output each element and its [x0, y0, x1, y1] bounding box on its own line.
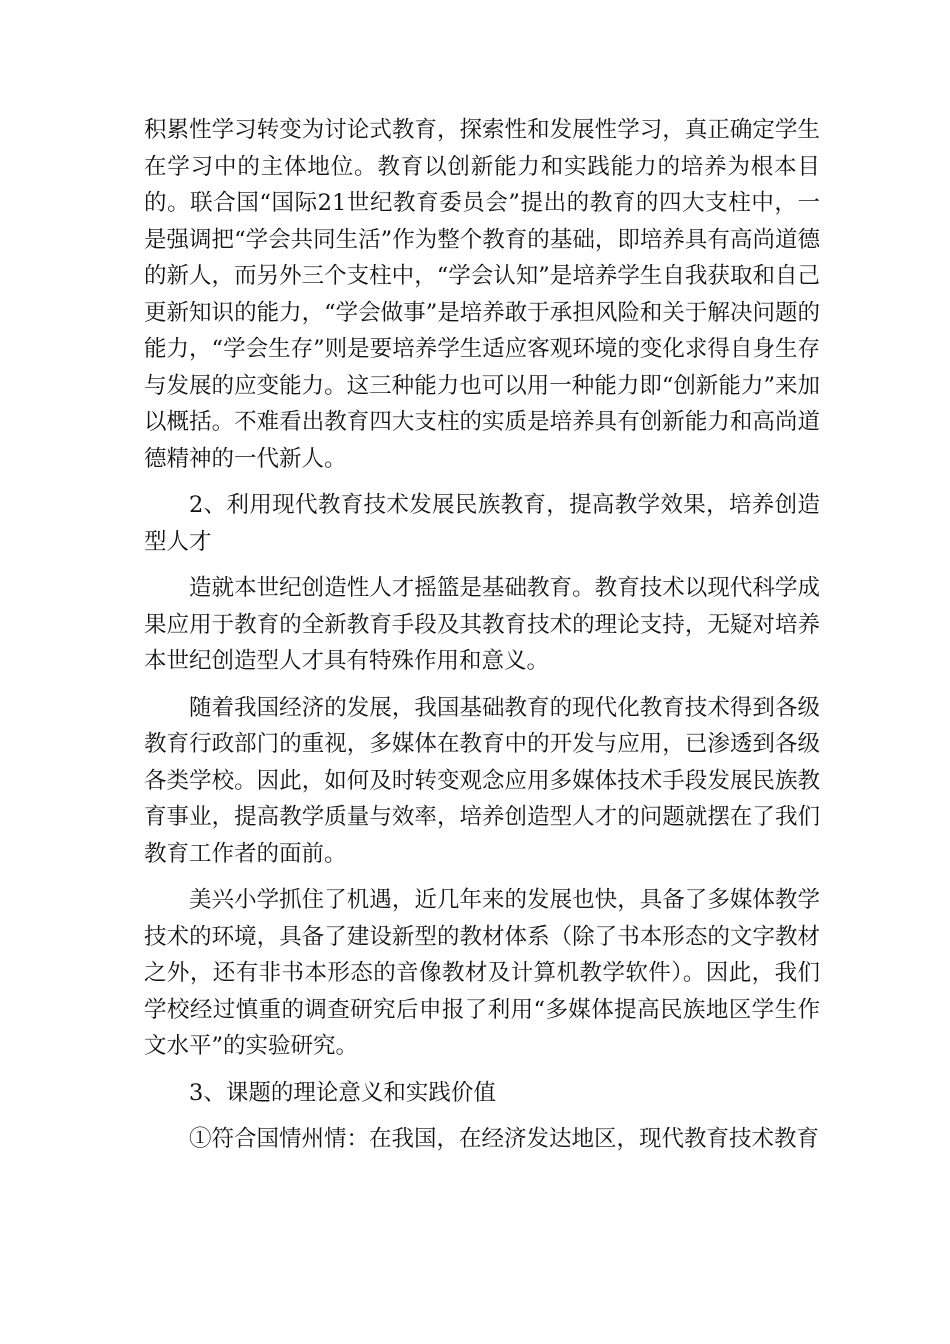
section-heading-2: 2、利用现代教育技术发展民族教育，提高教学效果，培养创造型人才 — [144, 492, 820, 555]
paragraph-economic-development: 随着我国经济的发展，我国基础教育的现代化教育技术得到各级教育行政部门的重视，多媒体在教育中的开发与应用，已渗透到各级各类学校。因此，如何及时转变观念应用多媒体技术手段发展民族教育事业，提高教学质量与效率，培养创造型人才的问题就摆在了我们教育工作者的面前。 — [144, 694, 820, 867]
paragraph-continuation: 积累性学习转变为讨论式教育，探索性和发展性学习，真正确定学生在学习中的主体地位。教育以创新能力和实践能力的培养为根本目的。联合国“国际21世纪教育委员会”提出的教育的四大支柱中，一是强调把“学会共同生活”作为整个教育的基础，即培养具有高尚道德的新人，而另外三个支柱中，“学会认知”是培养学生自我获取和自己更新知识的能力，“学会做事”是培养敢于承担风险和关于解决问题的能力，“学会生存”则是要培养学生适应客观环境的变化求得自身生存与发展的应变能力。这三种能力也可以用一种能力即“创新能力”来加以概括。不难看出教育四大支柱的实质是培养具有创新能力和高尚道德精神的一代新人。 — [144, 117, 820, 472]
paragraph-meixing-school: 美兴小学抓住了机遇，近几年来的发展也快，具备了多媒体教学技术的环境，具备了建设新型的教材体系（除了书本形态的文字教材之外，还有非书本形态的音像教材及计算机教学软件）。因此，我们学校经过慎重的调查研究后申报了利用“多媒体提高民族地区学生作文水平”的实验研究。 — [144, 887, 820, 1059]
document-body — [144, 112, 820, 1158]
section-heading-3: 3、课题的理论意义和实践价值 — [189, 1079, 496, 1106]
paragraph-creative-talent: 造就本世纪创造性人才摇篮是基础教育。教育技术以现代科学成果应用于教育的全新教育手段及其教育技术的理论支持，无疑对培养本世纪创造型人才具有特殊作用和意义。 — [144, 575, 820, 674]
paragraph-national-conditions: ①符合国情州情：在我国，在经济发达地区，现代教育技术教育 — [189, 1126, 820, 1152]
